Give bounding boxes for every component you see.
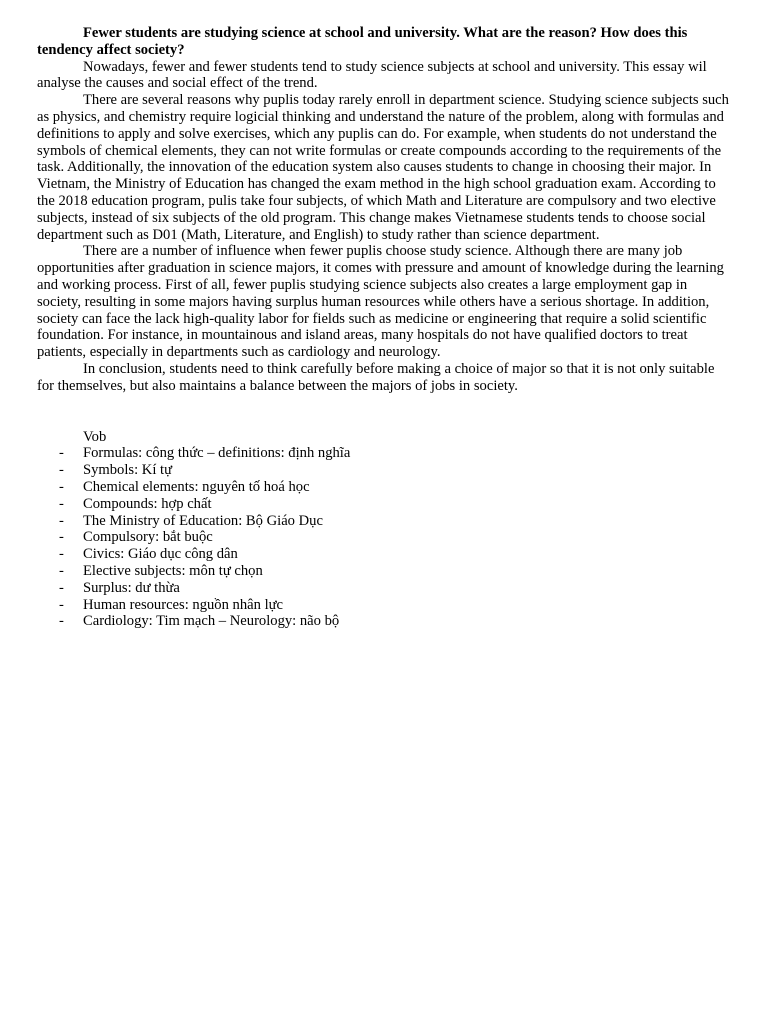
vocab-item xyxy=(37,529,729,546)
vocab-item xyxy=(37,462,729,479)
vocab-item xyxy=(37,513,729,530)
vocab-item xyxy=(37,546,729,563)
vocab-item-text: Cardiology: Tim mạch – Neurology: não bộ xyxy=(83,613,340,630)
vocab-item-text: Surplus: dư thừa xyxy=(83,579,180,596)
vocab-item xyxy=(37,496,729,513)
vocab-item xyxy=(37,479,729,496)
vocab-item xyxy=(37,580,729,597)
dash-bullet: - xyxy=(59,478,64,495)
vocab-heading: Vob xyxy=(83,428,107,445)
vocab-item-text: Formulas: công thức – definitions: định nghĩa xyxy=(83,445,351,462)
section-spacer xyxy=(37,395,729,429)
dash-bullet: - xyxy=(59,529,64,546)
vocab-item-text: The Ministry of Education: Bộ Giáo Dục xyxy=(83,512,323,529)
vocab-item xyxy=(37,613,729,630)
essay-paragraph-conclusion: In conclusion, students need to think carefully before making a choice of major so that it is not only suitable for themselves, but also maintains a balance between the majors of jobs in society. xyxy=(37,360,715,394)
dash-bullet: - xyxy=(59,462,64,479)
essay-paragraph-reasons: There are several reasons why puplis today rarely enroll in department science. Studying science subjects such as physics, and chemistry require logicial thinking and understand the nature of the problem, along with formulas and definitions to apply and solve exercises, which any puplis can do. For example, when students do not understand the symbols of chemical elements, they can not write formulas or create compounds according to the requirements of the task. Additionally, the innovation of the education system also causes students to change in choosing their major. In Vietnam, the Ministry of Education has changed the exam method in the high school graduation exam. According to the 2018 education program, pulis take four subjects, of which Math and Literature are compulsory and two elective subjects, instead of six subjects of the old program. This change makes Vietnamese students tends to choose social department such as D01 (Math, Literature, and English) to study rather than science department. xyxy=(37,92,729,243)
vocab-item-text: Compulsory: bắt buộc xyxy=(83,529,213,546)
vocab-item xyxy=(37,597,729,614)
dash-bullet: - xyxy=(59,445,64,462)
essay-paragraph-effects: There are a number of influence when fewer puplis choose study science. Although there are many job opportunities after graduation in science majors, it comes with pressure and amount of knowledge during the learning and working process. First of all, fewer puplis studying science subjects also creates a large employment gap in society, resulting in some majors having surplus human resources while others have a serious shortage. In addition, society can face the lack high-quality labor for fields such as medicine or engineering that require a solid scientific foundation. For instance, in mountainous and island areas, many hospitals do not have qualified doctors to treat patients, especially in departments such as cardiology and neurology. xyxy=(37,243,724,361)
dash-bullet: - xyxy=(59,579,64,596)
vocab-item-text: Civics: Giáo dục công dân xyxy=(83,546,238,563)
dash-bullet: - xyxy=(59,512,64,529)
vocab-item-text: Elective subjects: môn tự chọn xyxy=(83,562,263,579)
vocab-list xyxy=(37,445,729,630)
vocab-item-text: Symbols: Kí tự xyxy=(83,462,173,479)
document-page xyxy=(37,25,729,630)
essay-title: Fewer students are studying science at school and university. What are the reason? How does this tendency affect society? xyxy=(37,25,688,58)
vocab-item-text: Chemical elements: nguyên tố hoá học xyxy=(83,478,310,495)
vocab-item xyxy=(37,563,729,580)
dash-bullet: - xyxy=(59,613,64,630)
dash-bullet: - xyxy=(59,495,64,512)
dash-bullet: - xyxy=(59,562,64,579)
vocab-item-text: Human resources: nguồn nhân lực xyxy=(83,596,284,613)
dash-bullet: - xyxy=(59,596,64,613)
essay-paragraph-intro: Nowadays, fewer and fewer students tend to study science subjects at school and university. This essay wil analyse the causes and social effect of the trend. xyxy=(37,58,707,92)
vocab-item-text: Compounds: hợp chất xyxy=(83,495,212,512)
vocab-item xyxy=(37,445,729,462)
dash-bullet: - xyxy=(59,546,64,563)
